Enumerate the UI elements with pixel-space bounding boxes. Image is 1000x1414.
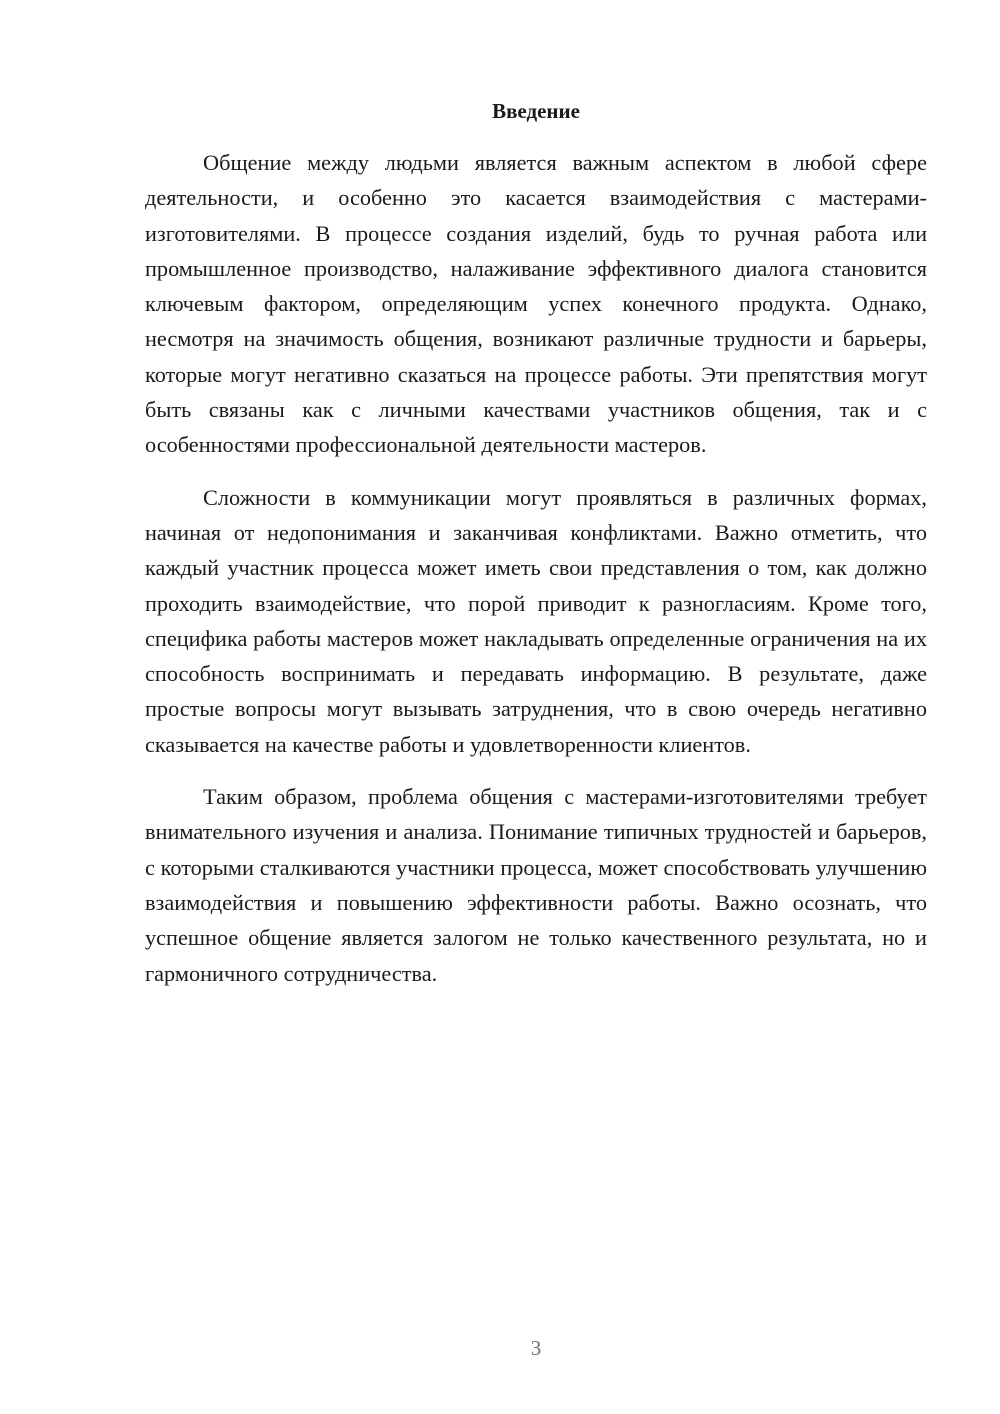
paragraph-1: Общение между людьми является важным аспектом в любой сфере деятельности, и особенно это касается взаимодействия с мастерами-изготовителями. В процессе создания изделий, будь то ручная работа или промышленное производство, налаживание эффективного диалога становится ключевым фактором, определяющим успех конечного продукта. Однако, несмотря на значимость общения, возникают различные трудности и барьеры, которые могут негативно сказаться на процессе работы. Эти препятствия могут быть связаны как с личными качествами участников общения, так и с особенностями профессиональной деятельности мастеров. (145, 150, 927, 458)
paragraph-2: Сложности в коммуникации могут проявляться в различных формах, начиная от недопонимания и заканчивая конфликтами. Важно отметить, что каждый участник процесса может иметь свои представления о том, как должно проходить взаимодействие, что порой приводит к разногласиям. Кроме того, специфика работы мастеров может накладывать определенные ограничения на их способность воспринимать и передавать информацию. В результате, даже простые вопросы могут вызывать затруднения, что в свою очередь негативно сказывается на качестве работы и удовлетворенности клиентов. (145, 484, 927, 757)
body-text (145, 145, 927, 991)
paragraph-3: Таким образом, проблема общения с мастерами-изготовителями требует внимательного изучения и анализа. Понимание типичных трудностей и барьеров, с которыми сталкиваются участники процесса, может способствовать улучшению взаимодействия и повышению эффективности работы. Важно осознать, что успешное общение является залогом не только качественного результата, но и гармоничного сотрудничества. (145, 784, 927, 986)
page-number: 3 (530, 1336, 542, 1360)
page-title: Введение (492, 99, 580, 123)
